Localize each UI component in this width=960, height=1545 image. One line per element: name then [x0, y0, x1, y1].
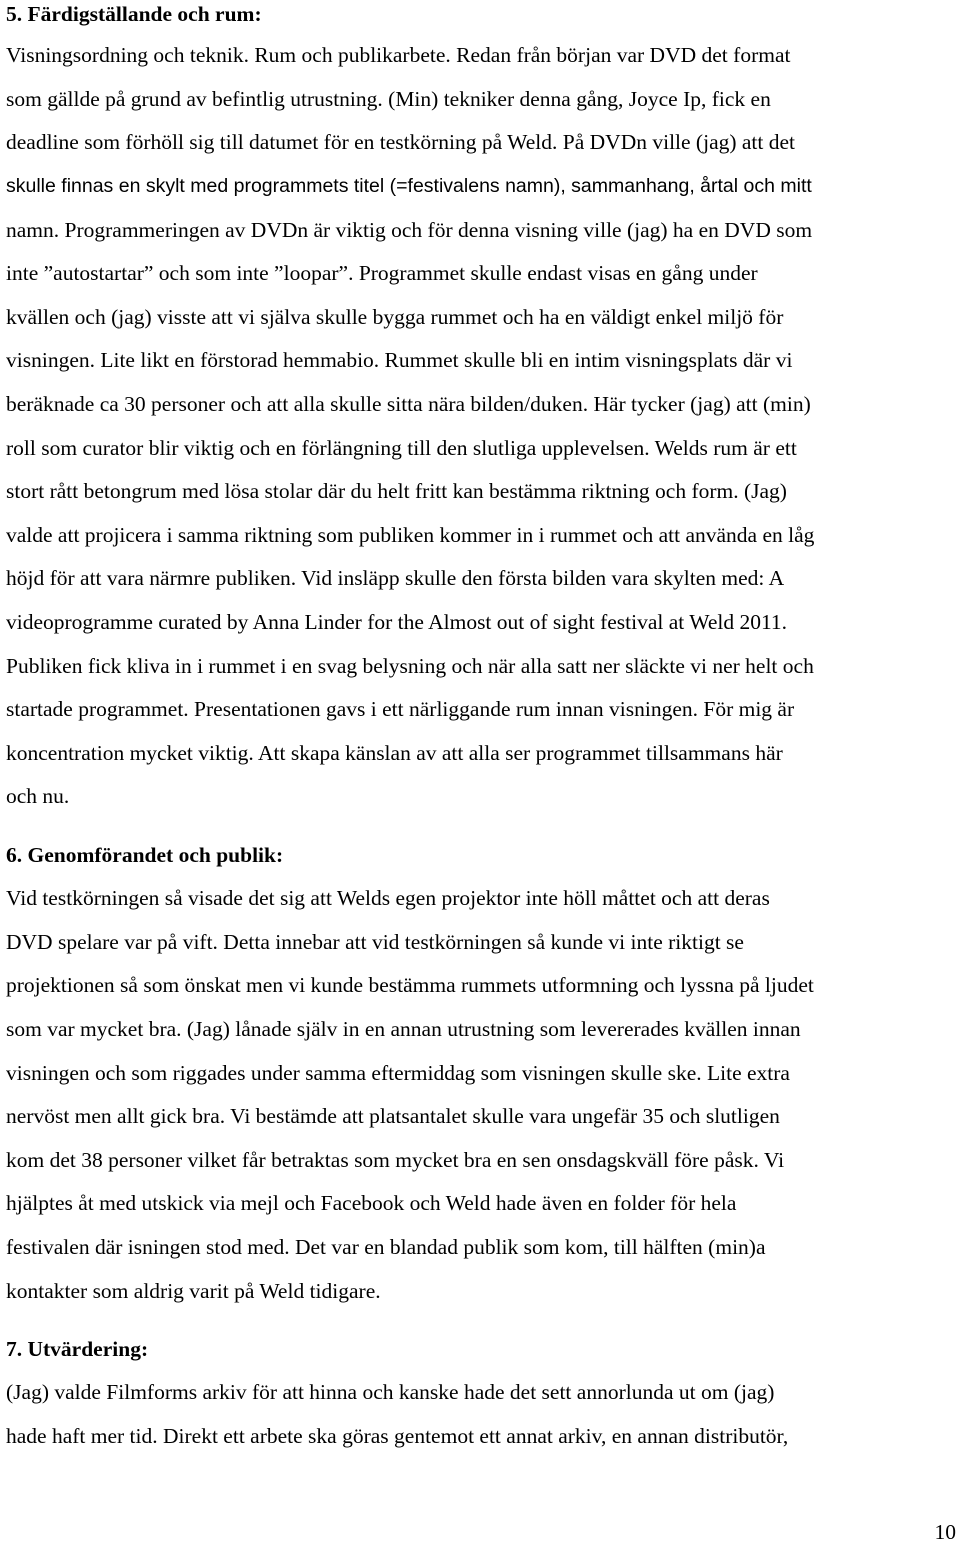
- body-line: roll som curator blir viktig och en förlängning till den slutliga upplevelsen. Welds rum är ett: [6, 436, 797, 460]
- body-line: hade haft mer tid. Direkt ett arbete ska göras gentemot ett annat arkiv, en annan distributör,: [6, 1424, 789, 1448]
- body-line: kontakter som aldrig varit på Weld tidigare.: [6, 1279, 381, 1303]
- body-line: hjälptes åt med utskick via mejl och Facebook och Weld hade även en folder för hela: [6, 1191, 737, 1215]
- body-line: DVD spelare var på vift. Detta innebar att vid testkörningen så kunde vi inte riktigt se: [6, 930, 744, 954]
- page-number: 10: [934, 1520, 956, 1544]
- body-line: visningen och som riggades under samma eftermiddag som visningen skulle ske. Lite extra: [6, 1061, 790, 1085]
- body-line: inte ”autostartar” och som inte ”loopar”. Programmet skulle endast visas en gång under: [6, 261, 758, 285]
- body-line: som var mycket bra. (Jag) lånade själv in en annan utrustning som levererades kvällen innan: [6, 1017, 801, 1041]
- body-line: som gällde på grund av befintlig utrustning. (Min) tekniker denna gång, Joyce Ip, fick en: [6, 87, 771, 111]
- body-line: skulle finnas en skylt med programmets titel (=festivalens namn), sammanhang, årtal och mitt: [6, 175, 812, 197]
- body-line: namn. Programmeringen av DVDn är viktig och för denna visning ville (jag) ha en DVD som: [6, 218, 813, 242]
- body-line: Vid testkörningen så visade det sig att Welds egen projektor inte höll måttet och att deras: [6, 886, 770, 910]
- body-line: kvällen och (jag) visste att vi själva skulle bygga rummet och ha en väldigt enkel miljö för: [6, 305, 784, 329]
- body-line: (Jag) valde Filmforms arkiv för att hinna och kanske hade det sett annorlunda ut om (jag): [6, 1380, 775, 1404]
- body-line: Visningsordning och teknik. Rum och publikarbete. Redan från början var DVD det format: [6, 43, 791, 67]
- body-line: stort rått betongrum med lösa stolar där du helt fritt kan bestämma riktning och form. (Jag): [6, 479, 787, 503]
- body-line: nervöst men allt gick bra. Vi bestämde att platsantalet skulle vara ungefär 35 och slutligen: [6, 1104, 780, 1128]
- section-heading-6: 6. Genomförandet och publik:: [6, 843, 284, 867]
- body-line: startade programmet. Presentationen gavs i ett närliggande rum innan visningen. För mig är: [6, 697, 795, 721]
- body-line: kom det 38 personer vilket får betraktas som mycket bra en sen onsdagskväll före påsk. Vi: [6, 1148, 785, 1172]
- body-line: valde att projicera i samma riktning som publiken kommer in i rummet och att använda en låg: [6, 523, 815, 547]
- body-line: projektionen så som önskat men vi kunde bestämma rummets utformning och lyssna på ljudet: [6, 973, 814, 997]
- body-line: festivalen där isningen stod med. Det var en blandad publik som kom, till hälften (min)a: [6, 1235, 766, 1259]
- body-line: höjd för att vara närmre publiken. Vid insläpp skulle den första bilden vara skylten med: A: [6, 566, 785, 590]
- body-line: koncentration mycket viktig. Att skapa känslan av att alla ser programmet tillsammans här: [6, 741, 783, 765]
- body-line: och nu.: [6, 784, 70, 808]
- body-line: Publiken fick kliva in i rummet i en svag belysning och när alla satt ner släckte vi ner helt och: [6, 654, 814, 678]
- section-heading-5: 5. Färdigställande och rum:: [6, 2, 262, 26]
- body-line: visningen. Lite likt en förstorad hemmabio. Rummet skulle bli en intim visningsplats där vi: [6, 348, 793, 372]
- section-heading-7: 7. Utvärdering:: [6, 1337, 149, 1361]
- body-line: videoprogramme curated by Anna Linder for the Almost out of sight festival at Weld 2011.: [6, 610, 788, 634]
- body-line: beräknade ca 30 personer och att alla skulle sitta nära bilden/duken. Här tycker (jag) att (min): [6, 392, 811, 416]
- body-line: deadline som förhöll sig till datumet för en testkörning på Weld. På DVDn ville (jag) att det: [6, 130, 796, 154]
